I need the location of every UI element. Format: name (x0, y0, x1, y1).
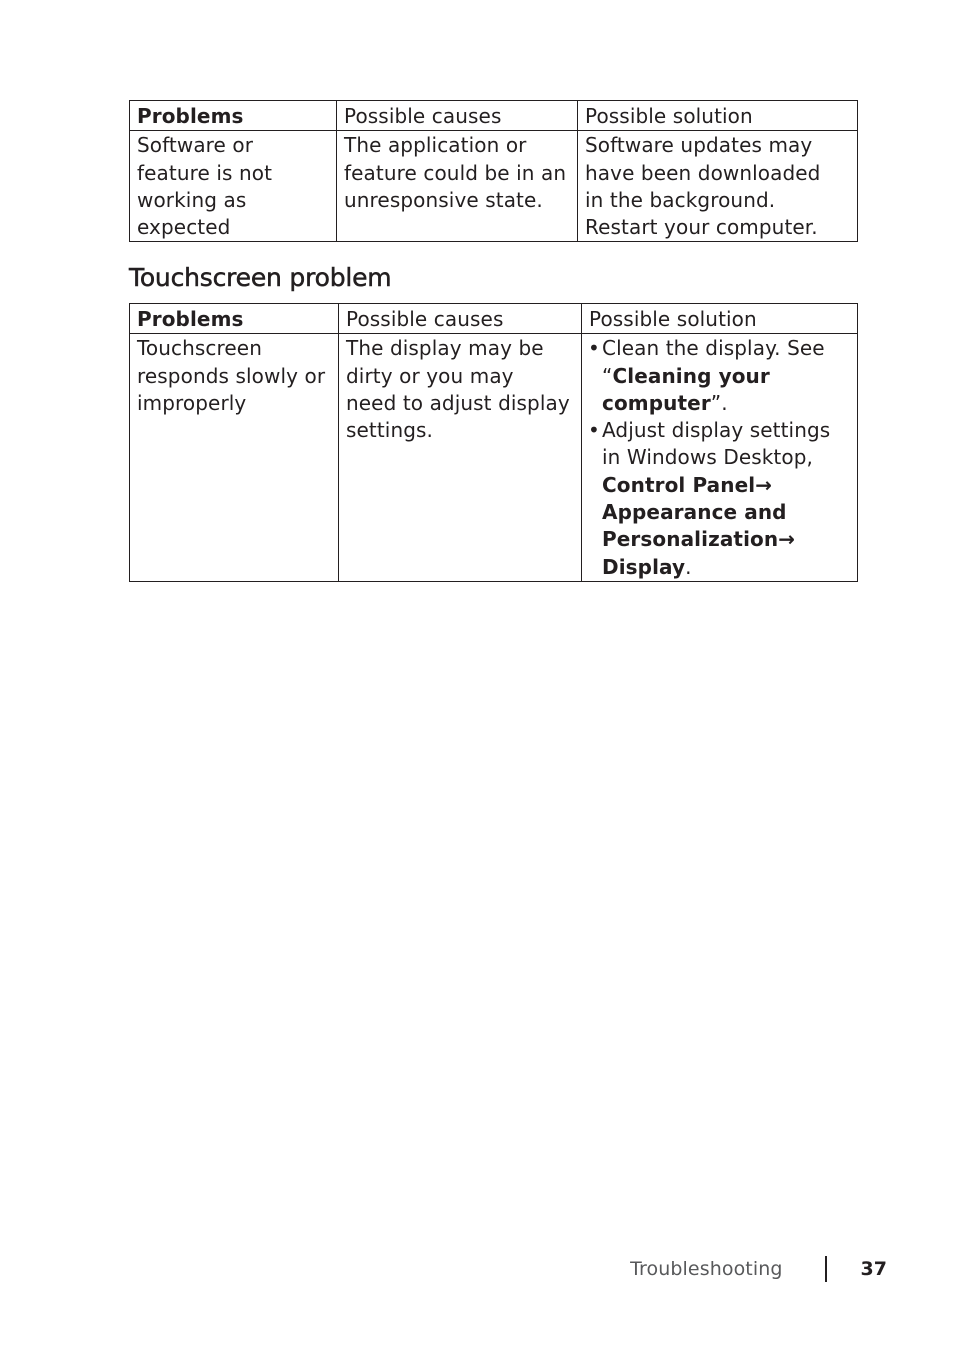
menu-path-display: Display (602, 554, 686, 579)
solution-text: ”. (710, 390, 728, 415)
list-item (589, 335, 851, 417)
table-row (130, 334, 858, 582)
troubleshooting-table-software (129, 100, 858, 242)
list-item (589, 417, 851, 581)
footer-divider (825, 1256, 827, 1282)
cross-reference-link[interactable]: Cleaning your computer (602, 363, 770, 415)
problem-cell: Touchscreen responds slowly or improperly (130, 334, 339, 582)
header-problems: Problems (130, 304, 339, 334)
menu-path-appearance: Appearance and Personalization→ (602, 500, 796, 552)
solution-cell: Software updates may have been downloaded in the background. Restart your computer. (578, 131, 858, 242)
section-heading: Touchscreen problem (129, 263, 392, 292)
footer-section-title: Troubleshooting (630, 1258, 783, 1280)
table-header-row (130, 304, 858, 334)
solution-cell (582, 334, 858, 582)
cause-cell: The application or feature could be in an unresponsive state. (337, 131, 578, 242)
header-possible-causes: Possible causes (337, 101, 578, 131)
menu-path-control-panel: Control Panel→ (602, 472, 773, 497)
solution-list (589, 335, 851, 581)
header-possible-solution: Possible solution (582, 304, 858, 334)
table-row (130, 131, 858, 242)
header-possible-causes: Possible causes (339, 304, 582, 334)
solution-text: . (685, 554, 692, 579)
problem-cell: Software or feature is not working as expected (130, 131, 337, 242)
troubleshooting-table-touchscreen (129, 303, 858, 582)
header-problems: Problems (130, 101, 337, 131)
solution-text: Clean the display. See “ (602, 336, 825, 388)
solution-text: Adjust display settings in Windows Desktop, (602, 418, 831, 470)
page-footer (630, 1255, 887, 1283)
cause-cell: The display may be dirty or you may need to adjust display settings. (339, 334, 582, 582)
header-possible-solution: Possible solution (578, 101, 858, 131)
page-number: 37 (860, 1258, 887, 1280)
table-header-row (130, 101, 858, 131)
